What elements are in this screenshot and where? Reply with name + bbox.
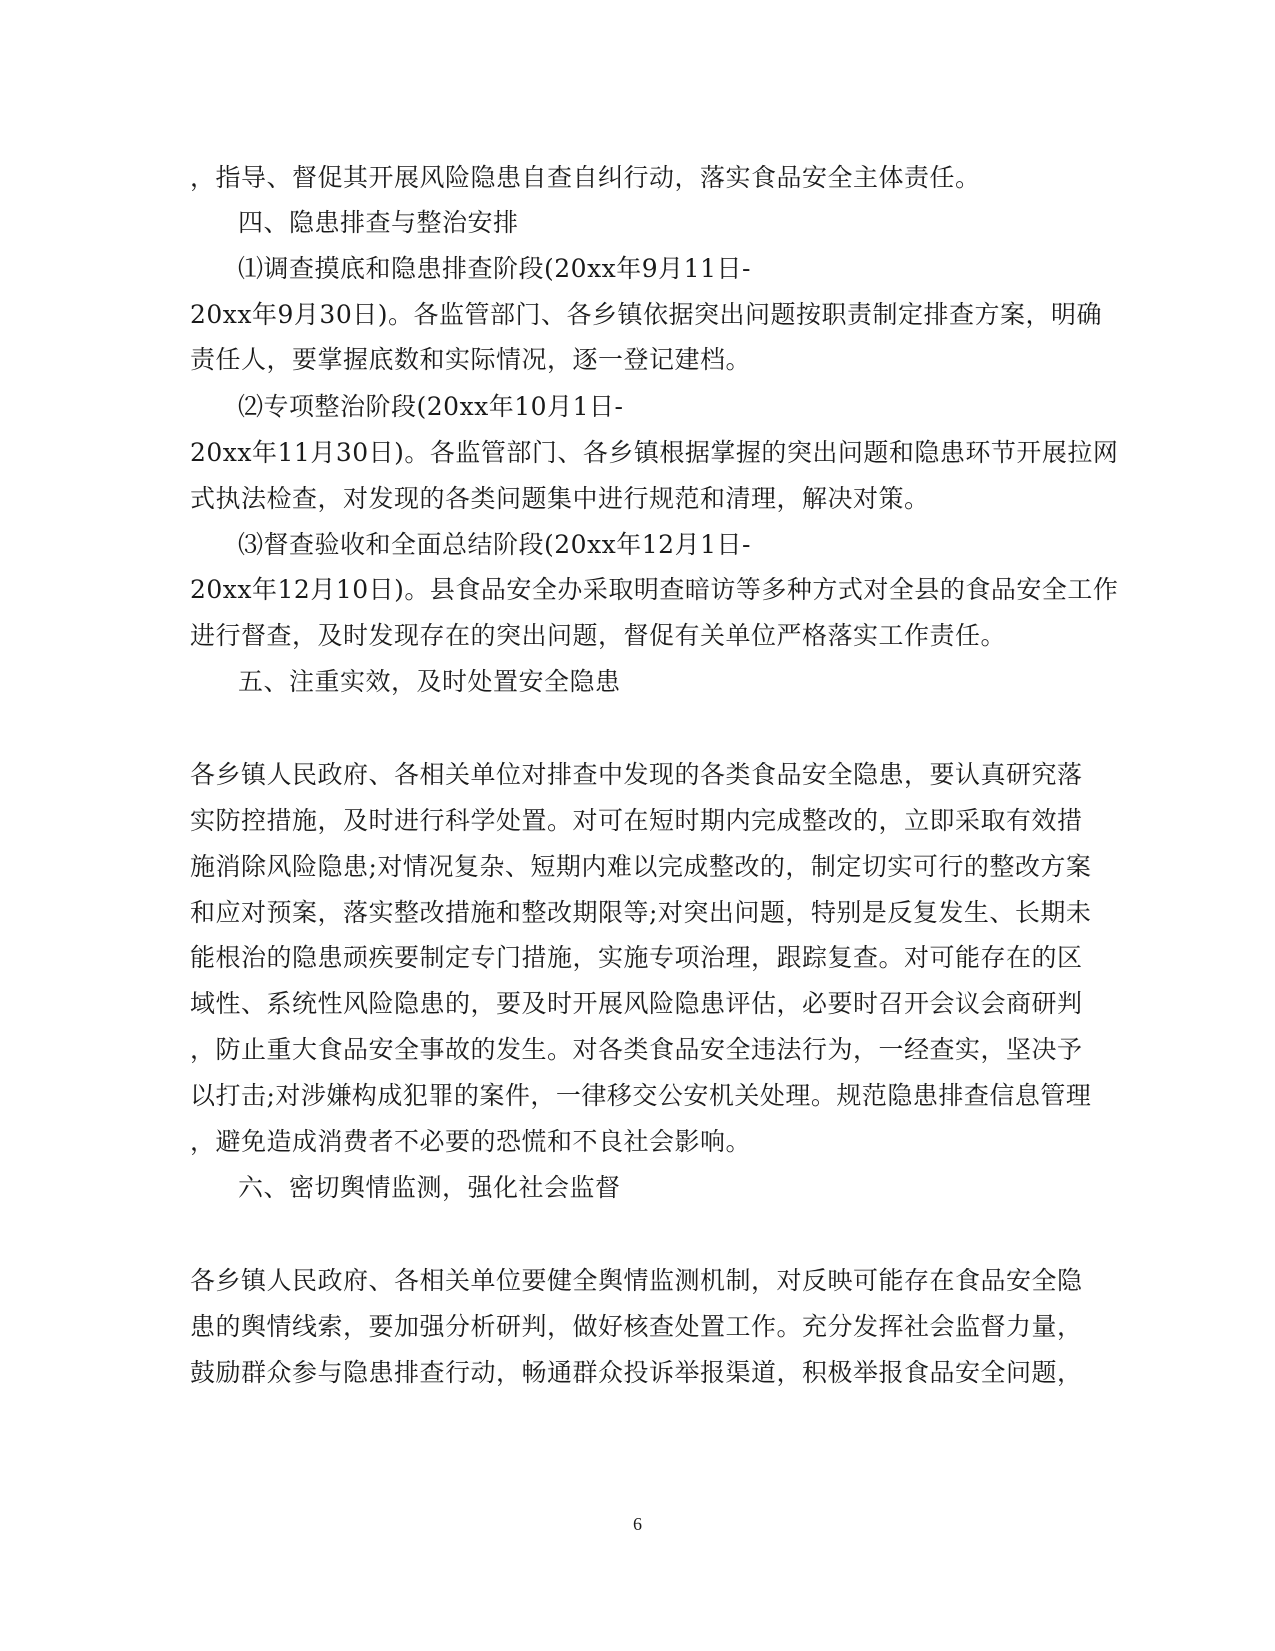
page-number: 6	[633, 1514, 642, 1534]
text-line: 各乡镇人民政府、各相关单位要健全舆情监测机制，对反映可能存在食品安全隐	[190, 1266, 1083, 1295]
section-heading-4: 四、隐患排查与整治安排	[238, 208, 519, 237]
text-line: 20xx年12月10日)。县食品安全办采取明查暗访等多种方式对全县的食品安全工作	[190, 575, 1119, 604]
text-line: 责任人，要掌握底数和实际情况，逐一登记建档。	[190, 345, 752, 374]
text-line: ⑴调查摸底和隐患排查阶段(20xx年9月11日-	[238, 254, 751, 283]
text-line: 鼓励群众参与隐患排查行动，畅通群众投诉举报渠道，积极举报食品安全问题，	[190, 1358, 1083, 1387]
text-line: 以打击;对涉嫌构成犯罪的案件，一律移交公安机关处理。规范隐患排查信息管理	[190, 1081, 1092, 1110]
text-line: 20xx年9月30日)。各监管部门、各乡镇依据突出问题按职责制定排查方案，明确	[190, 300, 1102, 329]
text-line: ，避免造成消费者不必要的恐慌和不良社会影响。	[190, 1127, 752, 1156]
text-line: 和应对预案，落实整改措施和整改期限等;对突出问题，特别是反复发生、长期未	[190, 898, 1092, 927]
section-heading-5: 五、注重实效，及时处置安全隐患	[238, 667, 621, 696]
text-line: ，指导、督促其开展风险隐患自查自纠行动，落实食品安全主体责任。	[190, 163, 981, 192]
section-heading-6: 六、密切舆情监测，强化社会监督	[238, 1173, 621, 1202]
text-line: 域性、系统性风险隐患的，要及时开展风险隐患评估，必要时召开会议会商研判	[190, 989, 1083, 1018]
text-line: 各乡镇人民政府、各相关单位对排查中发现的各类食品安全隐患，要认真研究落	[190, 760, 1083, 789]
text-line: 20xx年11月30日)。各监管部门、各乡镇根据掌握的突出问题和隐患环节开展拉网	[190, 438, 1119, 467]
text-line: 能根治的隐患顽疾要制定专门措施，实施专项治理，跟踪复查。对可能存在的区	[190, 943, 1083, 972]
text-line: 患的舆情线索，要加强分析研判，做好核查处置工作。充分发挥社会监督力量，	[190, 1312, 1083, 1341]
text-line: 实防控措施，及时进行科学处置。对可在短时期内完成整改的，立即采取有效措	[190, 806, 1083, 835]
text-line: 施消除风险隐患;对情况复杂、短期内难以完成整改的，制定切实可行的整改方案	[190, 852, 1092, 881]
text-line: ⑶督查验收和全面总结阶段(20xx年12月1日-	[238, 530, 751, 559]
text-line: 进行督查，及时发现存在的突出问题，督促有关单位严格落实工作责任。	[190, 621, 1007, 650]
text-line: 式执法检查，对发现的各类问题集中进行规范和清理，解决对策。	[190, 484, 930, 513]
text-line: ，防止重大食品安全事故的发生。对各类食品安全违法行为，一经查实，坚决予	[190, 1035, 1083, 1064]
text-line: ⑵专项整治阶段(20xx年10月1日-	[238, 392, 624, 421]
